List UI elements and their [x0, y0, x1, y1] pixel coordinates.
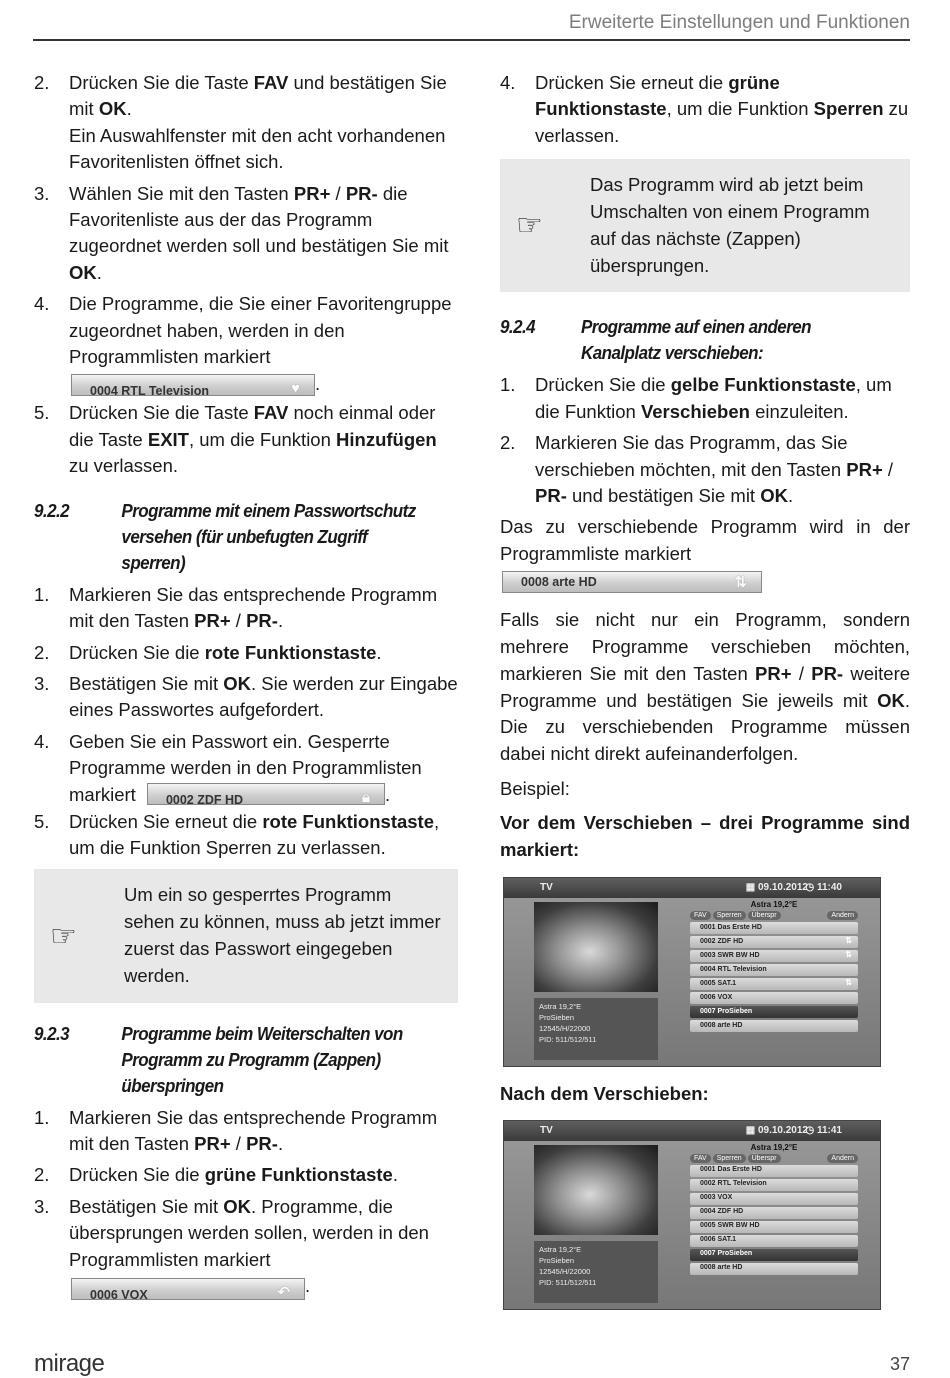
osd-time: ◷ 11:40 [805, 882, 842, 894]
list-item [500, 372, 910, 425]
text-run: noch einmal oder die Taste [69, 402, 436, 450]
list-item [34, 729, 458, 809]
item-text [69, 1105, 458, 1158]
osd-tabs [690, 911, 858, 920]
text-run: Die Programme, die Sie einer Favoritengruppe zugeordnet haben, werden in den Programmlisten markiert [69, 293, 452, 368]
item-number: 1. [34, 1106, 50, 1128]
osd-top-bar [504, 1121, 880, 1141]
osd-channel-label: 0007 ProSieben [700, 1007, 753, 1015]
osd-channel-row [690, 950, 858, 962]
item-extra-text: Ein Auswahlfenster mit den acht vorhandenen Favoritenlisten öffnet sich. [69, 124, 446, 173]
bold-term: gelbe Funktionstaste [670, 374, 856, 396]
osd-tab: Sperren [713, 911, 746, 920]
text-run: Markieren Sie das entsprechende Programm mit den Tasten [69, 583, 438, 632]
text-run: und bestätigen Sie mit [69, 72, 447, 120]
osd-channel-row [690, 1193, 858, 1205]
text-run: Bestätigen Sie mit [69, 672, 224, 694]
list-item [34, 582, 458, 635]
item-text [69, 809, 458, 862]
osd-channel-row [690, 1207, 858, 1219]
item-text [69, 400, 458, 479]
text-run: , um die Funktion [666, 98, 814, 120]
text-run: Wählen Sie mit den Tasten [69, 182, 294, 204]
item-number: 1. [34, 583, 50, 605]
text-run: Markieren Sie das entsprechende Programm mit den Tasten [69, 1106, 438, 1155]
osd-info-line: ProSieben [539, 1255, 575, 1265]
lock-icon: 🔒︎ [361, 788, 370, 806]
item-text [69, 181, 458, 287]
section-title: Programme auf einen anderen Kanalplatz verschieben: [580, 316, 812, 364]
text-run: / [230, 610, 247, 632]
osd-channel-panel [690, 1143, 858, 1305]
osd-channel-row [690, 1165, 858, 1177]
text-run: . [277, 1133, 284, 1155]
section-title: Programme mit einem Passwortschutz versehen (für unbefugten Zugriff sperren) [121, 499, 416, 573]
osd-satellite: Astra 19,2°E [750, 900, 798, 910]
osd-channel-label: 0002 RTL Television [700, 1180, 767, 1188]
osd-channel-label: 0004 RTL Television [700, 965, 767, 973]
bold-term: OK [98, 98, 127, 120]
period: . [305, 1275, 311, 1297]
item-text [69, 671, 458, 724]
osd-channel-label: 0001 Das Erste HD [700, 923, 762, 931]
osd-channel-label: 0003 SWR BW HD [700, 951, 760, 959]
bold-term: Verschieben [640, 400, 750, 422]
bold-term: OK [877, 689, 905, 711]
item-number: 5. [34, 402, 50, 424]
osd-tab: Überspr [748, 1154, 781, 1163]
right-column [500, 70, 910, 1310]
text-run: Falls sie nicht nur ein Programm, sondern mehrere Programme verschieben möchten, markieren Sie mit den Tasten [500, 609, 910, 684]
bold-term: PR+ [846, 458, 883, 480]
item-number: 4. [500, 72, 516, 93]
osd-channel-row [690, 1263, 858, 1275]
bold-term: Sperren [813, 98, 884, 120]
osd-mode-label: TV [540, 882, 553, 894]
osd-date: ▦ 09.10.2012 [745, 1124, 808, 1136]
text-run: , um die Funktion Sperren zu verlassen. [69, 810, 440, 859]
osd-info-line: Astra 19,2°E [539, 1002, 582, 1012]
move-arrows-icon: ⇅ [845, 936, 852, 946]
text-run: / [791, 662, 812, 684]
osd-info-line: 12545/H/22000 [539, 1024, 591, 1034]
text-run: , um die Funktion [188, 428, 337, 450]
text-run: . Sie werden zur Eingabe eines Passwortes aufgefordert. [69, 672, 458, 721]
osd-time: ◷ 11:41 [805, 1124, 842, 1136]
channel-bar-skip [71, 1278, 305, 1303]
list-item [34, 1162, 458, 1188]
moving-paragraph: Das zu verschiebende Programm wird in der Programmliste markiert [500, 516, 910, 564]
list-item [34, 70, 458, 176]
osd-satellite: Astra 19,2°E [750, 1142, 798, 1152]
text-run: einzuleiten. [749, 400, 849, 422]
text-run: die Favoritenliste aus der das Programm zugeordnet werden soll und bestätigen Sie mit [69, 182, 449, 257]
note-text: Um ein so gesperrtes Programm sehen zu können, muss ab jetzt immer zuerst das Passwort eingegeben werden. [124, 884, 441, 986]
bold-term: OK [760, 485, 788, 507]
item-number: 3. [34, 182, 50, 204]
list-item [34, 291, 458, 400]
osd-info-line: Astra 19,2°E [539, 1244, 582, 1254]
osd-info-line: ProSieben [539, 1013, 575, 1023]
pointing-hand-icon: ☞ [516, 209, 543, 243]
video-preview [534, 902, 658, 992]
osd-tab: Sperren [713, 1154, 746, 1163]
osd-tab: Andern [827, 1154, 858, 1163]
bold-term: PR- [246, 1133, 278, 1155]
osd-channel-row [690, 992, 858, 1004]
osd-tab: Andern [827, 911, 858, 920]
list-item [34, 181, 458, 287]
list-item [34, 671, 458, 724]
bold-term: OK [223, 1195, 251, 1217]
osd-channel-label: 0001 Das Erste HD [700, 1166, 762, 1174]
section-number: 9.2.2 [34, 499, 70, 521]
section-title: Programme beim Weiterschalten von Programm zu Programm (Zappen) überspringen [121, 1022, 403, 1096]
text-run: . [96, 261, 102, 283]
osd-channel-label: 0007 ProSieben [700, 1250, 753, 1258]
item-number: 2. [34, 641, 50, 663]
bold-term: grüne Funktionstaste [204, 1164, 393, 1186]
osd-tab: FAV [690, 1154, 711, 1163]
bold-term: FAV [253, 402, 289, 424]
item-number: 2. [34, 72, 50, 93]
list-item [34, 1194, 458, 1303]
osd-channel-row [690, 1221, 858, 1233]
text-run: und bestätigen Sie mit [566, 485, 761, 507]
osd-tab: FAV [690, 911, 711, 920]
osd-channel-label: 0008 arte HD [700, 1021, 743, 1029]
text-run: Markieren Sie das Programm, das Sie verschieben möchten, mit den Tasten [535, 432, 848, 480]
bold-term: PR+ [293, 182, 331, 204]
item-number: 2. [34, 1164, 50, 1186]
text-run: . [392, 1164, 398, 1186]
text-run: Drücken Sie erneut die [535, 72, 729, 93]
item-text [69, 640, 458, 666]
bold-term: PR- [345, 182, 378, 204]
osd-mode-label: TV [540, 1124, 553, 1136]
text-run: zu verlassen. [69, 455, 178, 477]
osd-channel-label: 0003 VOX [700, 1194, 733, 1202]
bold-term: EXIT [147, 428, 189, 450]
text-run: . Programme, die übersprungen werden sollen, werden in den Programmlisten markiert [69, 1195, 429, 1270]
item-text [69, 582, 458, 635]
example-label: Beispiel: [500, 778, 570, 800]
bold-term: PR+ [194, 1133, 231, 1155]
item-number: 3. [34, 1195, 50, 1217]
heart-icon: ♥ [291, 380, 300, 398]
bold-term: PR+ [755, 662, 792, 684]
osd-channel-row [690, 922, 858, 934]
item-number: 4. [34, 293, 50, 315]
item-number: 4. [34, 730, 50, 752]
item-number: 2. [500, 432, 516, 454]
text-run: Drücken Sie die [69, 641, 205, 663]
channel-bar-favorite [71, 374, 315, 399]
osd-channel-panel [690, 900, 858, 1062]
item-number: 3. [34, 672, 50, 694]
list-item [500, 430, 910, 509]
osd-tab: Überspr [748, 911, 781, 920]
list-item [34, 400, 458, 479]
osd-channel-label: 0006 VOX [700, 993, 733, 1001]
osd-info-line: 12545/H/22000 [539, 1266, 591, 1276]
section-heading-9-2-2 [34, 498, 424, 576]
text-run: Drücken Sie die Taste [69, 402, 254, 424]
period: . [384, 783, 391, 805]
item-text [535, 430, 910, 509]
header-rule [33, 39, 910, 41]
video-preview [534, 1145, 658, 1235]
section-number: 9.2.4 [500, 316, 536, 338]
osd-channel-label: 0002 ZDF HD [700, 937, 744, 945]
item-text [535, 372, 910, 425]
skip-arrow-icon: ↶ [277, 1284, 290, 1302]
note-box [500, 159, 910, 292]
item-text [69, 729, 458, 809]
bold-term: OK [69, 261, 97, 283]
list-item [34, 1105, 458, 1158]
item-text [69, 1194, 458, 1303]
period: . [315, 373, 321, 395]
bold-term: Hinzufügen [336, 428, 437, 450]
section-number: 9.2.3 [34, 1022, 70, 1044]
bold-term: PR- [535, 485, 567, 507]
bold-term: FAV [253, 72, 289, 93]
channel-bar-locked [147, 783, 385, 805]
channel-bar-move [502, 571, 762, 593]
osd-channel-row [690, 1235, 858, 1247]
after-label: Nach dem Verschieben: [500, 1083, 709, 1105]
osd-channel-row [690, 1006, 858, 1018]
osd-info-line: PID: 511/512/511 [539, 1277, 597, 1287]
osd-tabs [690, 1154, 858, 1163]
text-run: . [376, 641, 382, 663]
osd-channel-row [690, 964, 858, 976]
osd-channel-row [690, 936, 858, 948]
move-arrows-icon: ⇅ [845, 950, 852, 960]
osd-channel-row [690, 1020, 858, 1032]
osd-channel-label: 0008 arte HD [700, 1264, 743, 1272]
channel-bar-label: 0006 VOX [90, 1288, 148, 1303]
before-label: Vor dem Verschieben – drei Programme sind markiert: [500, 812, 910, 860]
bold-term: PR- [811, 662, 844, 684]
item-text [69, 291, 458, 400]
item-text [535, 70, 910, 149]
left-column [34, 70, 458, 1303]
bold-term: rote Funktionstaste [262, 810, 435, 832]
item-number: 5. [34, 810, 50, 832]
pointing-hand-icon: ☞ [50, 919, 77, 953]
mirage-logo: mirage [34, 1350, 105, 1377]
osd-info-line: PID: 511/512/511 [539, 1035, 597, 1045]
bold-term: grüne Funktionstaste [535, 72, 780, 120]
bold-term: OK [223, 672, 251, 694]
note-text: Das Programm wird ab jetzt beim Umschalten von einem Programm auf das nächste (Zappen) übersprungen. [590, 174, 870, 276]
text-run: . [787, 485, 794, 507]
osd-date: ▦ 09.10.2012 [745, 882, 808, 894]
item-number: 1. [500, 374, 516, 396]
text-run: / [330, 182, 346, 204]
text-run: . [126, 98, 132, 120]
section-heading-9-2-3 [34, 1021, 424, 1099]
osd-channel-row [690, 978, 858, 990]
text-run: , um die Funktion [535, 374, 892, 422]
page-number: 37 [889, 1354, 910, 1374]
text-run: . Die zu verschiebenden Programme müssen dabei nicht direkt aufeinanderfolgen. [500, 689, 910, 765]
text-run: . [277, 610, 284, 632]
note-box [34, 869, 458, 1002]
bold-term: PR+ [194, 610, 231, 632]
osd-top-bar [504, 878, 880, 898]
bold-term: rote Funktionstaste [204, 641, 377, 663]
screenshot-after [503, 1120, 881, 1310]
text-run: Geben Sie ein Passwort ein. Gesperrte Programme werden in den Programmlisten [69, 730, 422, 779]
item-text [69, 70, 458, 176]
text-run: Drücken Sie erneut die [69, 810, 263, 832]
item-text [69, 1162, 458, 1188]
move-arrows-icon: ⇅ [845, 978, 852, 988]
text-run: / [230, 1133, 247, 1155]
text-run: Drücken Sie die Taste [69, 72, 254, 93]
channel-bar-label: 0002 ZDF HD [165, 792, 244, 807]
text-run: Bestätigen Sie mit [69, 1195, 224, 1217]
multi-move-paragraph [500, 607, 910, 768]
text-run: Drücken Sie die [535, 374, 671, 396]
channel-bar-label: 0004 RTL Television [90, 384, 210, 399]
marked-word: markiert [69, 783, 136, 805]
list-item [500, 70, 910, 149]
osd-channel-row [690, 1249, 858, 1261]
bold-term: PR- [246, 610, 278, 632]
text-run: zu verlassen. [535, 98, 909, 146]
osd-info-box [534, 1241, 658, 1303]
osd-channel-label: 0005 SWR BW HD [700, 1222, 760, 1230]
section-heading-9-2-4 [500, 314, 877, 366]
osd-channel-label: 0006 SAT.1 [700, 1236, 737, 1244]
list-item [34, 809, 458, 862]
text-run: / [882, 458, 894, 480]
header-title: Erweiterte Einstellungen und Funktionen [568, 12, 910, 33]
osd-info-box [534, 998, 658, 1060]
move-arrows-icon: ⇅ [734, 574, 747, 592]
channel-bar-label: 0008 arte HD [521, 575, 597, 590]
text-run: Drücken Sie die [69, 1164, 205, 1186]
osd-channel-row [690, 1179, 858, 1191]
osd-channel-label: 0005 SAT.1 [700, 979, 737, 987]
screenshot-before [503, 877, 881, 1067]
list-item [34, 640, 458, 666]
text-run: weitere Programme und bestätigen Sie jeweils mit [500, 662, 911, 711]
osd-channel-label: 0004 ZDF HD [700, 1208, 744, 1216]
